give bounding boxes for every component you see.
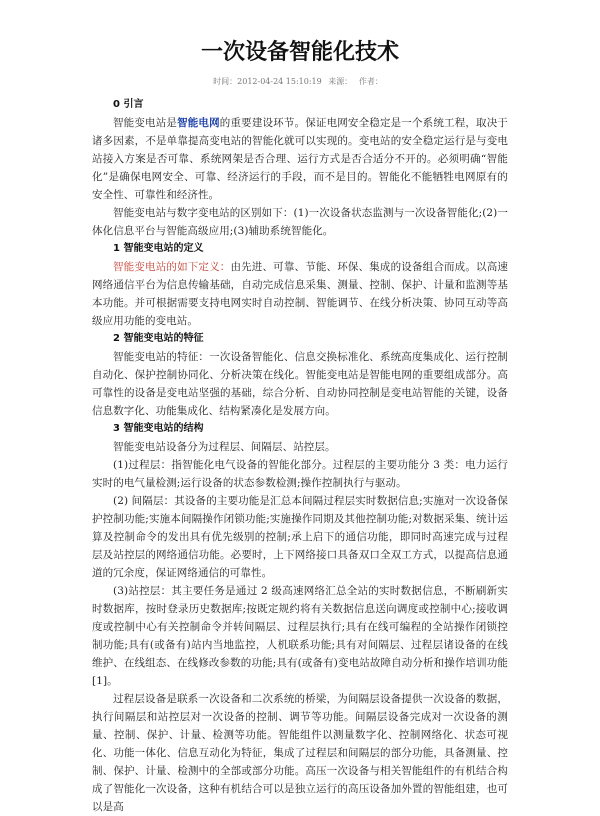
paragraph: 智能变电站设备分为过程层、间隔层、站控层。: [113, 441, 336, 453]
paragraph: (3)站控层：其主要任务是通过 2 级高速网络汇总全站的实时数据信息，不断刷新实时数据库，按时登录历史数据库;按既定规约将有关数据信息送向调度或控制中心;接收调度或控制中心有关控制命令并转间隔层、过程层执行;具有在线可编程的全站操作闭锁控制功能;具有(或备有)站内当地监控，人机联系功能;具有对间隔层、过程层诸设备的在线维护、在线组态、在线修改参数的功能;具有(或备有)变电站故障自动分析和操作培训功能[1]。: [92, 585, 508, 687]
paragraph: [92, 114, 508, 204]
meta-source: 来源：: [328, 77, 353, 86]
paragraph-text: 的重要建设环节。保证电网安全稳定是一个系统工程，取决于诸多因素，不是单靠提高变电站的智能化就可以实现的。变电站的安全稳定运行是与变电站接入方案是否可靠、系统网架是否合理、运行方式是否合适分不开的。必须明确“智能化”是确保电网安全、可靠、经济运行的手段，而不是目的。智能化不能牺牲电网原有的安全性、可靠性和经济性。: [92, 117, 509, 201]
page-title: 一次设备智能化技术: [200, 40, 399, 65]
paragraph: (2) 间隔层：其设备的主要功能是汇总本间隔过程层实时数据信息;实施对一次设备保护控制功能;实施本间隔操作闭锁功能;实施操作同期及其他控制功能;对数据采集、统计运算及控制命令的发出具有优先级别的控制;承上启下的通信功能，即同时高速完成与过程层及站控层的网络通信功能。必要时，上下网络接口具备双口全双工方式，以提高信息通道的冗余度，保证网络通信的可靠性。: [92, 495, 508, 579]
paragraph-text: 智能变电站是: [113, 117, 178, 129]
article-meta: [92, 76, 508, 88]
paragraph: [92, 258, 508, 330]
meta-time: 时间：2012-04-24 15:10:19: [213, 77, 322, 86]
meta-author: 作者：: [358, 77, 383, 86]
paragraph: (1)过程层：指智能化电气设备的智能化部分。过程层的主要功能分 3 类：电力运行实时的电气量检测;运行设备的状态参数检测;操作控制执行与驱动。: [92, 459, 508, 489]
section-heading-features: 2 智能变电站的特征: [113, 333, 204, 344]
paragraph: 智能变电站的特征：一次设备智能化、信息交换标准化、系统高度集成化、运行控制自动化、保护控制协同化、分析决策在线化。智能变电站是智能电网的重要组成部分。高可靠性的设备是变电站坚强的基础，综合分析、自动协同控制是变电站智能的关键，设备信息数字化、功能集成化、结构紧凑化是发展方向。: [92, 351, 508, 417]
smart-grid-link[interactable]: 智能电网: [177, 117, 220, 129]
paragraph: 过程层设备是联系一次设备和二次系统的桥梁，为间隔层设备提供一次设备的数据，执行间隔层和站控层对一次设备的控制、调节等功能。间隔层设备完成对一次设备的测量、控制、保护、计量、检测等功能。智能组件以测量数字化、控制网络化、状态可视化、功能一体化、信息互动化为特征，集成了过程层和间隔层的部分功能，具备测量、控制、保护、计量、检测中的全部或部分功能。高压一次设备与相关智能组件的有机结合构成了智能化一次设备，这种有机结合可以是独立运行的高压设备加外置的智能组建，也可以是高: [92, 693, 508, 813]
paragraph-text: 由先进、可靠、节能、环保、集成的设备组合而成。以高速网络通信平台为信息传输基础，自动完成信息采集、测量、控制、保护、计量和监测等基本功能。并可根据需要支持电网实时自动控制、智能调节、在线分析决策、协同互动等高级应用功能的变电站。: [92, 261, 508, 327]
section-heading-definition: 1 智能变电站的定义: [113, 243, 204, 254]
section-heading-structure: 3 智能变电站的结构: [113, 423, 204, 434]
section-heading-introduction: 0 引言: [113, 99, 144, 110]
highlighted-definition-label: 智能变电站的如下定义：: [113, 261, 231, 273]
paragraph: 智能变电站与数字变电站的区别如下：(1)一次设备状态监测与一次设备智能化;(2)一体化信息平台与智能高级应用;(3)辅助系统智能化。: [92, 207, 508, 237]
